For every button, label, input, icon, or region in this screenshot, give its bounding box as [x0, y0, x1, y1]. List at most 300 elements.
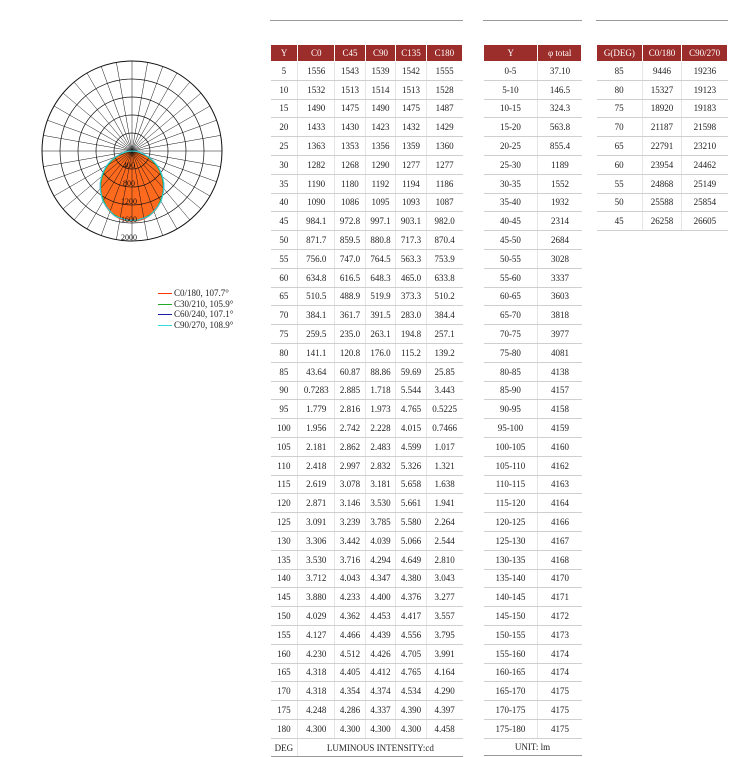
table-cell: 5.661: [396, 494, 427, 513]
table-cell: 37.10: [538, 62, 582, 81]
table-cell: 3.306: [298, 531, 335, 550]
table-cell: 4.318: [298, 663, 335, 682]
table-cell: 115-120: [484, 494, 538, 513]
table-cell: 984.1: [298, 212, 335, 231]
table-cell: 4164: [538, 494, 582, 513]
table-cell: 4.300: [396, 719, 427, 738]
table-row: [484, 625, 582, 644]
legend-swatch: [158, 314, 172, 315]
table-cell: 880.8: [365, 231, 396, 250]
table-cell: 3.557: [426, 607, 462, 626]
table-cell: 465.0: [396, 268, 427, 287]
table-cell: 4.300: [335, 719, 366, 738]
table-cell: 20-25: [484, 137, 538, 156]
table-row: [271, 682, 463, 701]
table-row: [484, 287, 582, 306]
table-cell: 1086: [335, 193, 366, 212]
table-row: [271, 400, 463, 419]
table-cell: 3.785: [365, 513, 396, 532]
table-cell: 4158: [538, 400, 582, 419]
table-cell: 25-30: [484, 155, 538, 174]
table-row: [271, 644, 463, 663]
table-cell: 0.7283: [298, 381, 335, 400]
table-cell: 4.347: [365, 569, 396, 588]
table-cell: 2.885: [335, 381, 366, 400]
table-cell: 120: [271, 494, 298, 513]
table-cell: 4.374: [365, 682, 396, 701]
table-cell: 4163: [538, 475, 582, 494]
table-row: [597, 80, 728, 99]
table-cell: 4.318: [298, 682, 335, 701]
radial-label: 800: [123, 179, 135, 188]
table-cell: 5.580: [396, 513, 427, 532]
table-cell: 55-60: [484, 268, 538, 287]
table-cell: 26605: [682, 212, 728, 231]
table-cell: 3337: [538, 268, 582, 287]
table-cell: 2.742: [335, 419, 366, 438]
table-cell: 4160: [538, 437, 582, 456]
table-cell: 4.705: [396, 644, 427, 663]
table-row: [484, 212, 582, 231]
table-cell: 4.337: [365, 701, 396, 720]
table-cell: 88.86: [365, 362, 396, 381]
table-cell: 4166: [538, 513, 582, 532]
table-cell: 23210: [682, 137, 728, 156]
table-cell: 15: [271, 99, 298, 118]
table-row: [271, 550, 463, 569]
table-cell: 4.376: [396, 588, 427, 607]
table-cell: 4175: [538, 701, 582, 720]
table-cell: 15327: [642, 80, 681, 99]
table-cell: 2.619: [298, 475, 335, 494]
radial-label: 2000: [121, 233, 137, 242]
table-cell: 3.716: [335, 550, 366, 569]
table-cell: 145-150: [484, 607, 538, 626]
table-cell: 391.5: [365, 306, 396, 325]
table-row: [597, 99, 728, 118]
table-cell: 18920: [642, 99, 681, 118]
table-cell: 4.294: [365, 550, 396, 569]
table-cell: 4.426: [365, 644, 396, 663]
table-cell: 70-75: [484, 325, 538, 344]
table-cell: 1363: [298, 137, 335, 156]
table-cell: 2.810: [426, 550, 462, 569]
table-cell: 80: [597, 80, 643, 99]
table-row: [271, 287, 463, 306]
table-cell: 4.397: [426, 701, 462, 720]
radial-label: 1600: [121, 215, 137, 224]
table-cell: 563.8: [538, 118, 582, 137]
table-cell: 30: [271, 155, 298, 174]
column-header: C135: [396, 45, 427, 62]
table-cell: 43.64: [298, 362, 335, 381]
table-cell: 235.0: [335, 325, 366, 344]
table-row: [271, 475, 463, 494]
table-cell: 4168: [538, 550, 582, 569]
table-cell: 5.544: [396, 381, 427, 400]
table-row: [271, 513, 463, 532]
table-row: [484, 268, 582, 287]
table-cell: 3.043: [426, 569, 462, 588]
table-cell: 45-50: [484, 231, 538, 250]
table-cell: 1543: [335, 62, 366, 81]
table-cell: 4167: [538, 531, 582, 550]
table-cell: 519.9: [365, 287, 396, 306]
table-row: [597, 118, 728, 137]
table-cell: 747.0: [335, 249, 366, 268]
table-cell: 648.3: [365, 268, 396, 287]
table-cell: 15-20: [484, 118, 538, 137]
table-cell: 5.658: [396, 475, 427, 494]
table-cell: 2.483: [365, 437, 396, 456]
table-cell: 140: [271, 569, 298, 588]
table-cell: 100-105: [484, 437, 538, 456]
table-row: [484, 494, 582, 513]
table-cell: 1356: [365, 137, 396, 156]
table-cell: 35-40: [484, 193, 538, 212]
polar-diagram: [30, 48, 240, 258]
legend-swatch: [158, 325, 172, 326]
table-cell: 130: [271, 531, 298, 550]
table-row: [484, 325, 582, 344]
table-cell: 85-90: [484, 381, 538, 400]
table-cell: 361.7: [335, 306, 366, 325]
table-cell: 1490: [298, 99, 335, 118]
table-cell: 4.453: [365, 607, 396, 626]
table-cell: 4.400: [365, 588, 396, 607]
table-row: [484, 231, 582, 250]
table-cell: 4.765: [396, 663, 427, 682]
table-cell: 4.043: [335, 569, 366, 588]
table-row: [484, 419, 582, 438]
table-cell: 120.8: [335, 343, 366, 362]
table-cell: 4.039: [365, 531, 396, 550]
legend: [158, 288, 233, 330]
table-cell: 60-65: [484, 287, 538, 306]
table-cell: 4.029: [298, 607, 335, 626]
table-cell: 1095: [365, 193, 396, 212]
table-cell: 257.1: [426, 325, 462, 344]
table-cell: 60: [271, 268, 298, 287]
table-row: [484, 682, 582, 701]
table-cell: 135-140: [484, 569, 538, 588]
table-cell: 170: [271, 682, 298, 701]
table-cell: 75: [271, 325, 298, 344]
table-cell: 997.1: [365, 212, 396, 231]
table-cell: 23954: [642, 155, 681, 174]
table-row: [597, 174, 728, 193]
table-cell: 24462: [682, 155, 728, 174]
table-row: [271, 588, 463, 607]
legend-label: C0/180, 107.7°: [174, 288, 229, 298]
table-cell: 1542: [396, 62, 427, 81]
table-row: [597, 137, 728, 156]
table-cell: 2.544: [426, 531, 462, 550]
table-cell: 0.7466: [426, 419, 462, 438]
table-row: [484, 513, 582, 532]
table-cell: 105-110: [484, 456, 538, 475]
table-cell: 194.8: [396, 325, 427, 344]
table-cell: 972.8: [335, 212, 366, 231]
table-cell: 4162: [538, 456, 582, 475]
table-row: [271, 569, 463, 588]
table-row: [484, 174, 582, 193]
table-cell: 4.233: [335, 588, 366, 607]
table-cell: 70: [597, 118, 643, 137]
table-row: [271, 212, 463, 231]
table-row: [484, 137, 582, 156]
table-cell: 0-5: [484, 62, 538, 81]
table-row: [484, 456, 582, 475]
table-row: [597, 62, 728, 81]
table-cell: 3603: [538, 287, 582, 306]
table-cell: 4159: [538, 419, 582, 438]
table-cell: 3818: [538, 306, 582, 325]
table-cell: 55: [597, 174, 643, 193]
table-cell: 115.2: [396, 343, 427, 362]
table-cell: 1.956: [298, 419, 335, 438]
table-cell: 384.4: [426, 306, 462, 325]
table-footer: [484, 738, 582, 755]
table-row: [484, 550, 582, 569]
table-cell: 510.5: [298, 287, 335, 306]
table-cell: 25.85: [426, 362, 462, 381]
table-cell: 324.3: [538, 99, 582, 118]
table-row: [271, 494, 463, 513]
table-cell: 25854: [682, 193, 728, 212]
table-cell: 3.442: [335, 531, 366, 550]
table-row: [484, 249, 582, 268]
table-cell: 4.248: [298, 701, 335, 720]
table-row: [484, 193, 582, 212]
table-cell: 259.5: [298, 325, 335, 344]
table-cell: 634.8: [298, 268, 335, 287]
table-cell: 9446: [642, 62, 681, 81]
table-cell: 633.8: [426, 268, 462, 287]
legend-item: [158, 299, 233, 310]
table-cell: 4.412: [365, 663, 396, 682]
table-cell: 3028: [538, 249, 582, 268]
table-cell: 180: [271, 719, 298, 738]
table-cell: 4.290: [426, 682, 462, 701]
table-cell: 1513: [335, 80, 366, 99]
table-cell: 160: [271, 644, 298, 663]
table-cell: 125-130: [484, 531, 538, 550]
table-cell: 115: [271, 475, 298, 494]
table-row: [271, 268, 463, 287]
table-cell: 4138: [538, 362, 582, 381]
table-cell: 85: [271, 362, 298, 381]
table-cell: 4.300: [298, 719, 335, 738]
table-cell: 45: [597, 212, 643, 231]
table-cell: 146.5: [538, 80, 582, 99]
table-cell: 22791: [642, 137, 681, 156]
table-row: [271, 381, 463, 400]
table-cell: 3.277: [426, 588, 462, 607]
table-cell: 1186: [426, 174, 462, 193]
footer-unit: LUMINOUS INTENSITY:cd: [298, 738, 463, 757]
table-row: [484, 118, 582, 137]
column-header: Y: [484, 45, 538, 62]
table-cell: 3.712: [298, 569, 335, 588]
table-cell: 59.69: [396, 362, 427, 381]
table-cell: 3.239: [335, 513, 366, 532]
table-cell: 1277: [426, 155, 462, 174]
table-cell: 4.230: [298, 644, 335, 663]
table-cell: 145: [271, 588, 298, 607]
table-cell: 2.816: [335, 400, 366, 419]
table-row: [484, 80, 582, 99]
column-header: C0/180: [642, 45, 681, 62]
table-cell: 1475: [335, 99, 366, 118]
table-cell: 5: [271, 62, 298, 81]
table-cell: 65: [597, 137, 643, 156]
table-cell: 903.1: [396, 212, 427, 231]
table-cell: 373.3: [396, 287, 427, 306]
table-cell: 1180: [335, 174, 366, 193]
table-cell: 80: [271, 343, 298, 362]
table-cell: 756.0: [298, 249, 335, 268]
table-row: [271, 137, 463, 156]
table-row: [271, 343, 463, 362]
table-cell: 75: [597, 99, 643, 118]
table-row: [271, 62, 463, 81]
table-cell: 1430: [335, 118, 366, 137]
table-cell: 141.1: [298, 343, 335, 362]
table-row: [271, 99, 463, 118]
table-cell: 616.5: [335, 268, 366, 287]
table-cell: 1087: [426, 193, 462, 212]
table-cell: 4171: [538, 588, 582, 607]
table-cell: 1552: [538, 174, 582, 193]
table-cell: 3.880: [298, 588, 335, 607]
table-cell: 4.599: [396, 437, 427, 456]
table-cell: 4157: [538, 381, 582, 400]
table-row: [484, 588, 582, 607]
table-cell: 263.1: [365, 325, 396, 344]
table-row: [271, 362, 463, 381]
table-cell: 25588: [642, 193, 681, 212]
table-cell: 26258: [642, 212, 681, 231]
table-cell: 1359: [396, 137, 427, 156]
column-header: Y: [271, 45, 298, 62]
column-header: C0: [298, 45, 335, 62]
table-cell: 4.354: [335, 682, 366, 701]
table-cell: 4.127: [298, 625, 335, 644]
table-cell: 5-10: [484, 80, 538, 99]
table-cell: 1194: [396, 174, 427, 193]
table-row: [484, 400, 582, 419]
table-cell: 40: [271, 193, 298, 212]
column-header: C90/270: [682, 45, 728, 62]
table-cell: 135: [271, 550, 298, 569]
table-row: [484, 644, 582, 663]
table-cell: 155-160: [484, 644, 538, 663]
table-cell: 3977: [538, 325, 582, 344]
table-cell: 35: [271, 174, 298, 193]
column-header: C90: [365, 45, 396, 62]
table-cell: 1.973: [365, 400, 396, 419]
table-cell: 4.417: [396, 607, 427, 626]
table-row: [597, 193, 728, 212]
table-cell: 1.941: [426, 494, 462, 513]
table-cell: 4.534: [396, 682, 427, 701]
column-header: φ total: [538, 45, 582, 62]
table-cell: 176.0: [365, 343, 396, 362]
table-cell: 3.530: [365, 494, 396, 513]
table-row: [484, 663, 582, 682]
table-row: [271, 118, 463, 137]
table-cell: 1290: [365, 155, 396, 174]
table-cell: 1475: [396, 99, 427, 118]
table-cell: 95-100: [484, 419, 538, 438]
table-cell: 1932: [538, 193, 582, 212]
table-row: [271, 193, 463, 212]
table-cell: 4.512: [335, 644, 366, 663]
table-cell: 19236: [682, 62, 728, 81]
table-cell: 1.779: [298, 400, 335, 419]
legend-item: [158, 288, 233, 299]
table-cell: 1090: [298, 193, 335, 212]
table-cell: 1190: [298, 174, 335, 193]
table-cell: 3.991: [426, 644, 462, 663]
table-row: [484, 362, 582, 381]
table-cell: 100: [271, 419, 298, 438]
table-row: [271, 325, 463, 344]
table-footer: [271, 738, 463, 757]
table-cell: 4.765: [396, 400, 427, 419]
table-cell: 871.7: [298, 231, 335, 250]
table-cell: 1487: [426, 99, 462, 118]
table-cell: 125: [271, 513, 298, 532]
table-cell: 1513: [396, 80, 427, 99]
luminance-table: [596, 44, 728, 231]
table-cell: 1514: [365, 80, 396, 99]
table-cell: 2.832: [365, 456, 396, 475]
table-cell: 753.9: [426, 249, 462, 268]
table-row: [484, 531, 582, 550]
table-cell: 4175: [538, 719, 582, 738]
table-cell: 2.264: [426, 513, 462, 532]
table-row: [271, 531, 463, 550]
table-cell: 510.2: [426, 287, 462, 306]
table-cell: 25149: [682, 174, 728, 193]
table-cell: 1.321: [426, 456, 462, 475]
table-cell: 21187: [642, 118, 681, 137]
table-cell: 4.390: [396, 701, 427, 720]
table-cell: 4.556: [396, 625, 427, 644]
radial-label: 1200: [121, 197, 137, 206]
table-cell: 4.164: [426, 663, 462, 682]
table-cell: 10-15: [484, 99, 538, 118]
table-cell: 4081: [538, 343, 582, 362]
table-cell: 55: [271, 249, 298, 268]
table-cell: 4174: [538, 663, 582, 682]
table-cell: 95: [271, 400, 298, 419]
legend-label: C90/270, 108.9°: [174, 319, 234, 330]
table-cell: 4.466: [335, 625, 366, 644]
table-row: [484, 701, 582, 720]
table-cell: 19123: [682, 80, 728, 99]
table-cell: 90-95: [484, 400, 538, 419]
table-cell: 60: [597, 155, 643, 174]
table-cell: 110-115: [484, 475, 538, 494]
legend-swatch: [158, 304, 172, 305]
table-cell: 1490: [365, 99, 396, 118]
table-cell: 4.458: [426, 719, 462, 738]
radial-label: 400: [123, 161, 135, 170]
legend-label: C30/210, 105.9°: [174, 298, 234, 309]
